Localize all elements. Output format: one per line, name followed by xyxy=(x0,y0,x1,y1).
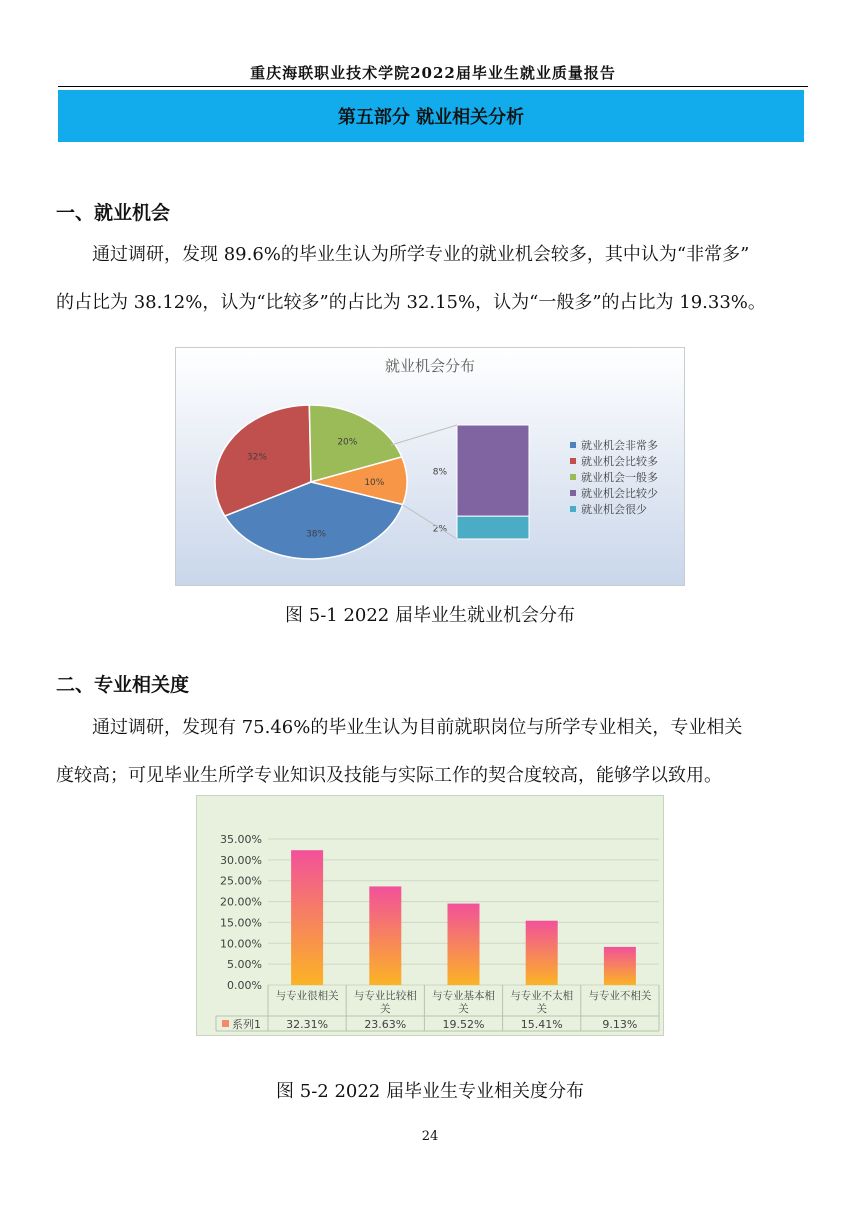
category-label: 与专业不太相 xyxy=(510,990,574,1002)
series-label: 系列1 xyxy=(232,1018,261,1031)
y-tick-label: 30.00% xyxy=(220,853,262,867)
legend-swatch xyxy=(570,458,576,464)
category-label: 关 xyxy=(458,1003,469,1015)
running-header: 重庆海联职业技术学院2022届毕业生就业质量报告 xyxy=(250,64,616,82)
category-label: 关 xyxy=(380,1003,391,1015)
legend-swatch xyxy=(570,442,576,448)
bar xyxy=(291,850,323,985)
y-tick-label: 10.00% xyxy=(220,937,262,951)
value-label: 32.31% xyxy=(286,1018,329,1031)
section-heading-major-relevance: 二、专业相关度 xyxy=(56,674,190,696)
y-tick-label: 35.00% xyxy=(220,833,262,846)
value-label: 23.63% xyxy=(364,1018,407,1031)
pie-slice-label: 38% xyxy=(306,529,327,540)
category-label: 与专业不相关 xyxy=(588,990,652,1002)
paragraph-line: 的占比为 38.12%，认为“比较多”的占比为 32.15%，认为“一般多”的占比为 19.33%。 xyxy=(56,292,766,313)
page-number: 24 xyxy=(421,1129,439,1144)
paragraph-employment-opportunity xyxy=(56,231,808,327)
figure-caption-2: 图 5-2 2022 届毕业生专业相关度分布 xyxy=(276,1081,584,1102)
pie-slice-label: 10% xyxy=(364,478,385,489)
category-label: 与专业比较相 xyxy=(353,990,417,1002)
legend-label: 就业机会非常多 xyxy=(581,439,658,452)
bar-of-pie-label: 8% xyxy=(432,467,447,478)
value-label: 9.13% xyxy=(602,1018,638,1031)
bar-of-pie-label: 2% xyxy=(432,524,447,535)
legend-label: 就业机会很少 xyxy=(581,503,647,516)
y-tick-label: 5.00% xyxy=(227,958,262,972)
legend-label: 就业机会一般多 xyxy=(581,471,658,484)
paragraph-line: 度较高；可见毕业生所学专业知识及技能与实际工作的契合度较高，能够学以致用。 xyxy=(56,765,722,786)
pie-slice-label: 20% xyxy=(337,437,358,448)
category-label: 与专业很相关 xyxy=(275,990,339,1002)
bar xyxy=(448,904,480,985)
header-rule xyxy=(58,86,808,87)
value-label: 15.41% xyxy=(520,1018,563,1031)
bar-chart-container xyxy=(196,795,665,1041)
legend-swatch xyxy=(570,474,576,480)
bar xyxy=(604,947,636,985)
y-tick-label: 20.00% xyxy=(220,895,262,909)
pie-chart xyxy=(175,347,686,587)
bar xyxy=(369,886,401,985)
pie-slice-label: 32% xyxy=(246,452,267,463)
paragraph-line: 通过调研，发现有 75.46%的毕业生认为目前就职岗位与所学专业相关，专业相关 xyxy=(92,717,743,738)
paragraph-line: 通过调研，发现 89.6%的毕业生认为所学专业的就业机会较多，其中认为“非常多” xyxy=(92,244,750,265)
bar-of-pie-segment xyxy=(457,516,529,539)
section-heading-employment-opportunity: 一、就业机会 xyxy=(56,202,171,224)
pie-chart-container xyxy=(175,347,686,591)
legend-swatch xyxy=(570,506,576,512)
value-label: 19.52% xyxy=(442,1018,485,1031)
section-banner-title: 第五部分 就业相关分析 xyxy=(337,107,525,128)
chart-title: 就业机会分布 xyxy=(384,357,476,375)
y-tick-label: 25.00% xyxy=(220,874,262,888)
series-swatch xyxy=(222,1020,229,1027)
bar-of-pie-segment xyxy=(457,425,529,516)
legend-label: 就业机会比较少 xyxy=(581,487,658,500)
category-label: 关 xyxy=(536,1003,547,1015)
figure-caption-1: 图 5-1 2022 届毕业生就业机会分布 xyxy=(285,605,575,626)
paragraph-major-relevance xyxy=(56,704,808,800)
category-label: 与专业基本相 xyxy=(432,990,495,1002)
legend-label: 就业机会比较多 xyxy=(581,455,658,468)
section-banner xyxy=(58,90,804,142)
legend-swatch xyxy=(570,490,576,496)
bar-chart xyxy=(196,795,665,1037)
bar xyxy=(526,921,558,985)
y-tick-label: 0.00% xyxy=(227,979,262,992)
y-tick-label: 15.00% xyxy=(220,916,262,930)
